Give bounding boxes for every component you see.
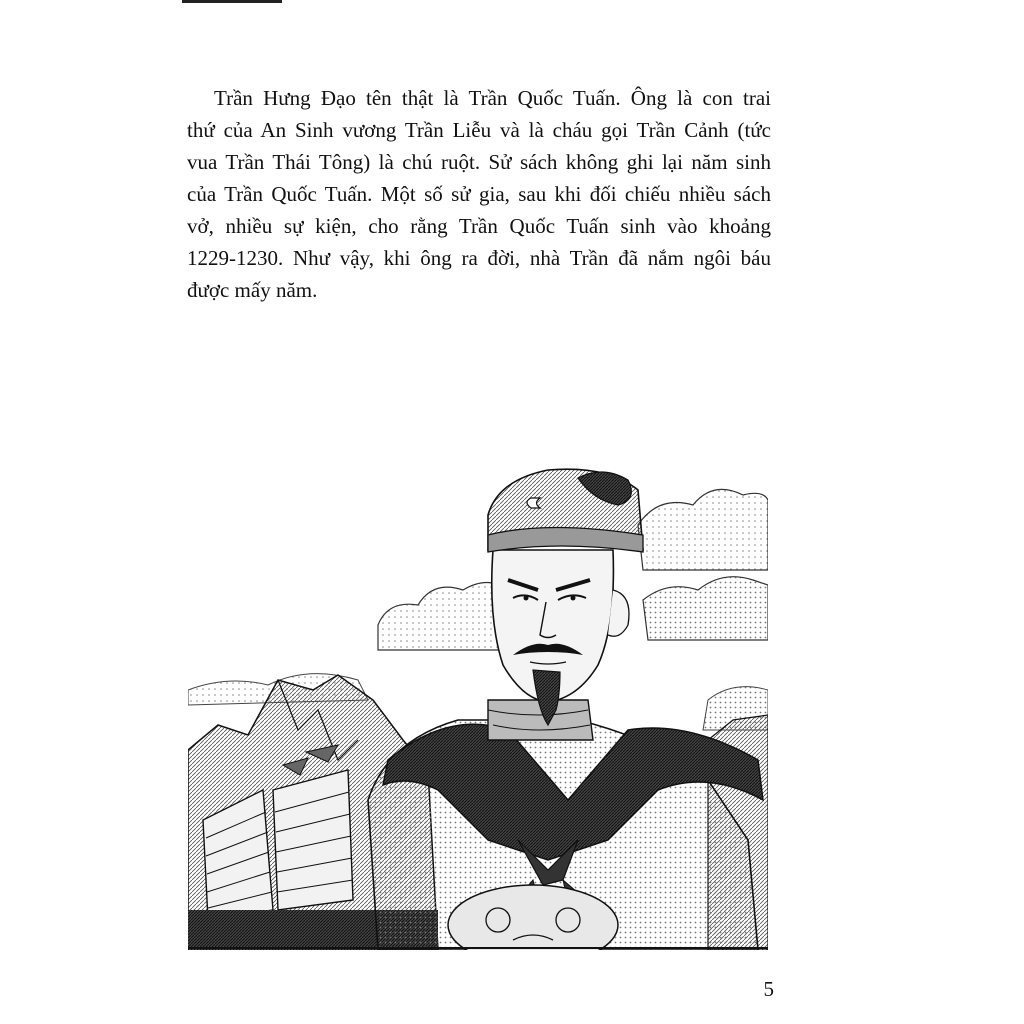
paragraph-line: của Trần Quốc Tuấn. Một số sử gia, sau khi đối chiếu nhiều sách xyxy=(187,182,771,206)
portrait-illustration xyxy=(188,440,768,950)
top-rule xyxy=(182,0,282,3)
paragraph-line: vở, nhiều sự kiện, cho rằng Trần Quốc Tuấn sinh vào khoảng xyxy=(187,214,771,238)
paragraph-line: thứ của An Sinh vương Trần Liễu và là cháu gọi Trần Cảnh (tức xyxy=(187,118,771,142)
paragraph-line: 1229-1230. Như vậy, khi ông ra đời, nhà Trần đã nắm ngôi báu xyxy=(187,246,771,270)
paragraph xyxy=(187,82,771,306)
robe xyxy=(368,720,763,950)
paragraph-line: vua Trần Thái Tông) là chú ruột. Sử sách không ghi lại năm sinh xyxy=(187,150,771,174)
paragraph-line: Trần Hưng Đạo tên thật là Trần Quốc Tuấn. Ông là con trai xyxy=(214,86,771,110)
paragraph-line: được mấy năm. xyxy=(187,278,318,302)
page-number: 5 xyxy=(763,977,774,1001)
